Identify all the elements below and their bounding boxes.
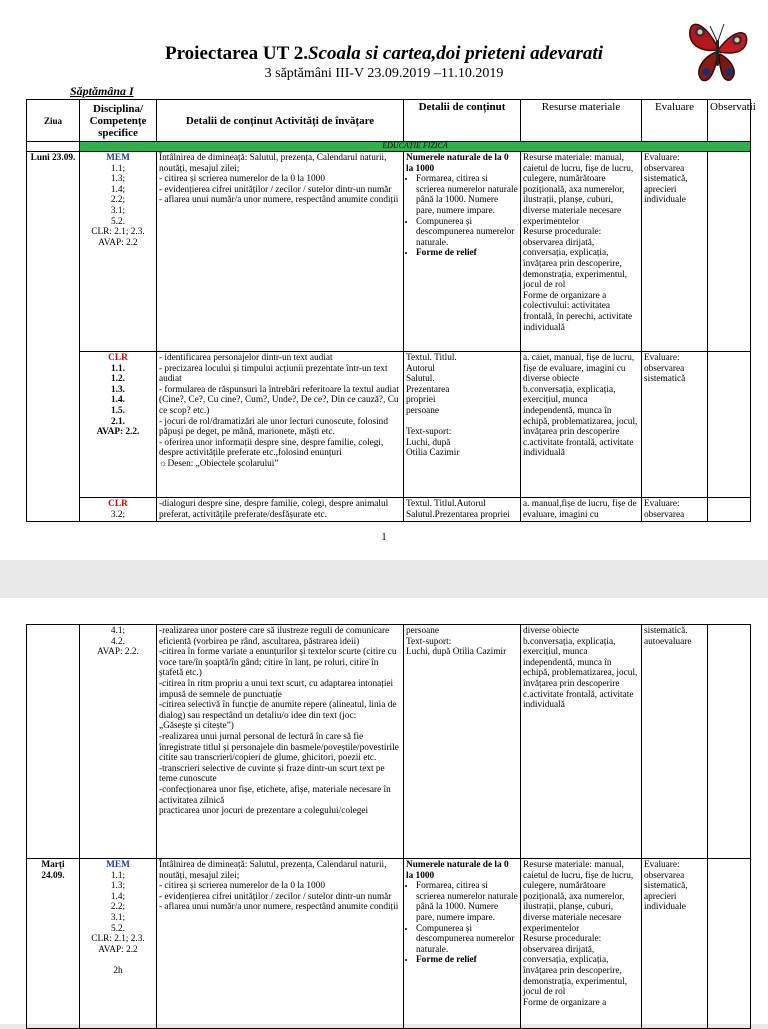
resources-cell: Resurse materiale: manual, caietul de lucru, fișe de lucru, culegere, numărătoare pozițională, axa numerelor, ilustrații, planșe, cuburi, diverse materiale necesare experimentelor Resurse procedurale: observarea dirijată, conversația, explicația, învățarea prin descoperire, demonstrația, experimentul, jocul de rol Forme de organizare a colectivului: activitatea frontală, în perechi, activitate individuală bbox=[521, 152, 642, 352]
list-item: • Formarea, citirea si scrierea numerelor naturale până la 1000. Numere pare, numere impare. bbox=[416, 881, 518, 923]
competences-text: 1.1. 1.2. 1.3. 1.4. 1.5. 2.1. AVAP: 2.2. bbox=[96, 363, 140, 438]
resources-cell: Resurse materiale: manual, caietul de lucru, fișe de lucru, culegere, numărătoare pozițională, axa numerelor, ilustrații, planșe, cuburi, diverse materiale necesare experimentelor Resurse procedurale: observarea dirijată, conversația, explicația, învățarea prin descoperire, demonstrația, experimentul, jocul de rol Forme de organizare a bbox=[521, 859, 642, 1029]
document-page-2 bbox=[0, 598, 768, 1024]
content-cell bbox=[404, 859, 521, 1029]
activities-cell: - identificarea personajelor dintr-un text audiat - precizarea locului și timpului acțiunii prezentate într-un text audiat - formularea de răspunsuri la întrebări referitoare la textul audiat (Cine?, Ce?, Cu cine?, Cum?, Unde?, De ce?, Din ce cauză?, Cu ce scop? etc.) - jocuri de rol/dramatizări ale unor lecturi cunoscute, folosind păpuși pe deget, pe mână, marionete, măști etc. - oferirea unor informații despre sine, despre familie, colegi, despre activitățile preferate etc.,folosind enunțuri ☼Desen: „Obiectele școlarului” bbox=[157, 352, 404, 498]
discipline-cell bbox=[80, 859, 157, 1029]
column-header: Resurse materiale bbox=[521, 100, 642, 142]
subject-label: MEM bbox=[106, 153, 130, 163]
notes-cell bbox=[708, 152, 751, 352]
list-item: • Compunerea și descompunerea numerelor naturale. bbox=[416, 217, 518, 249]
list-item: • Compunerea și descompunerea numerelor naturale. bbox=[416, 924, 518, 956]
content-cell: persoane Text-suport: Luchi, după Otilia Cazimir bbox=[404, 625, 521, 859]
subject-label: CLR bbox=[108, 499, 128, 509]
competences-text: 1.1; 1.3; 1.4; 2.2; 3.1; 5.2. CLR: 2.1; 2.3. AVAP: 2.2 bbox=[91, 163, 145, 248]
list-item: • Forme de relief bbox=[416, 248, 518, 259]
resources-cell: a. manual,fișe de lucru, fișe de evaluare, imagini cu bbox=[521, 498, 642, 522]
column-header: Detalii de conținut Activități de învățare bbox=[157, 100, 404, 142]
discipline-cell bbox=[80, 498, 157, 522]
week-label: Săptămâna I bbox=[70, 84, 134, 98]
notes-cell bbox=[708, 625, 751, 859]
banner-row bbox=[27, 142, 751, 152]
day-cell: Marți 24.09. bbox=[27, 859, 80, 1029]
content-cell: Textul. Titlul. Autorul Salutul. Prezentarea propriei persoane Text-suport: Luchi, după Otilia Cazimir bbox=[404, 352, 521, 498]
column-header: Ziua bbox=[27, 100, 80, 142]
lesson-plan-table bbox=[26, 99, 756, 522]
column-header: Disciplina/ Competențe specifice bbox=[80, 100, 157, 142]
evaluation-cell: sistematică. autoevaluare bbox=[642, 625, 708, 859]
table-row bbox=[27, 859, 751, 1029]
table-row bbox=[27, 625, 751, 859]
column-header: Detalii de conținut bbox=[404, 100, 521, 142]
evaluation-cell: Evaluare: observarea sistematică bbox=[642, 352, 708, 498]
discipline-cell: 4.1; 4.2. AVAP: 2.2. bbox=[80, 625, 157, 859]
table-row bbox=[27, 498, 751, 522]
banner-label: EDUCAȚIE FIZICĂ bbox=[80, 142, 751, 152]
notes-cell bbox=[708, 859, 751, 1029]
resources-cell: a. caiet, manual, fișe de lucru, fișe de evaluare, imagini cu diverse obiecte b.conversația, explicația, exercițiul, munca independentă, munca în echipă, problematizarea, jocul, învățarea prin descoperire c.activitate frontală, activitate individuală bbox=[521, 352, 642, 498]
activities-cell: Întâlnirea de dimineață: Salutul, prezența, Calendarul naturii, noutăți, mesajul zilei; - citirea și scrierea numerelor de la 0 la 1000 - evidențierea cifrei unităților / zecilor / sutelor dintr-un număr - aflarea unui număr/a unor numere, respectând anumite condiții bbox=[157, 859, 404, 1029]
content-cell bbox=[404, 152, 521, 352]
day-cell bbox=[27, 625, 80, 859]
subject-label: CLR bbox=[108, 353, 128, 363]
table-row bbox=[27, 352, 751, 498]
activities-cell: -dialoguri despre sine, despre familie, colegi, despre animalul preferat, activitățile preferate/desfășurate etc. bbox=[157, 498, 404, 522]
page-subtitle: 3 săptămâni III-V 23.09.2019 –11.10.2019 bbox=[264, 66, 504, 81]
table-header-row bbox=[27, 100, 751, 142]
list-item: • Formarea, citirea si scrierea numerelor naturale până la 1000. Numere pare, numere impare. bbox=[416, 174, 518, 216]
competences-text: 3.2; bbox=[110, 509, 126, 520]
page-number: 1 bbox=[381, 531, 387, 543]
column-header: Observatii bbox=[708, 100, 751, 142]
content-title: Numerele naturale de la 0 la 1000 bbox=[406, 860, 509, 881]
notes-cell bbox=[708, 498, 751, 522]
title-main: Proiectarea UT 2. bbox=[164, 43, 308, 64]
table-row bbox=[27, 152, 751, 352]
column-header: Evaluare bbox=[642, 100, 708, 142]
evaluation-cell: Evaluare: observarea bbox=[642, 498, 708, 522]
resources-cell: diverse obiecte b.conversația, explicația, exercițiul, munca independentă, munca în echipă, problematizarea, jocul, învățarea prin descoperire c.activitate frontală, activitate individuală bbox=[521, 625, 642, 859]
day-cell: Luni 23.09. bbox=[27, 152, 80, 522]
list-item: • Forme de relief bbox=[416, 955, 518, 966]
content-title: Numerele naturale de la 0 la 1000 bbox=[406, 153, 509, 174]
evaluation-cell: Evaluare: observarea sistematică, aprecieri individuale bbox=[642, 152, 708, 352]
activities-cell: Întâlnirea de dimineață: Salutul, prezența, Calendarul naturii, noutăți, mesajul zilei; - citirea și scrierea numerelor de la 0 la 1000 - evidențierea cifrei unităților / zecilor / sutelor dintr-un număr - aflarea unui număr/a unor numere, respectând anumite condiții bbox=[157, 152, 404, 352]
content-cell: Textul. Titlul.Autorul Salutul.Prezentarea propriei bbox=[404, 498, 521, 522]
notes-cell bbox=[708, 352, 751, 498]
discipline-cell bbox=[80, 352, 157, 498]
butterfly-image bbox=[684, 10, 750, 86]
lesson-plan-table-continued bbox=[26, 624, 751, 1029]
title-italic: Scoala si cartea,doi prieteni adevarati bbox=[307, 43, 603, 64]
page-title bbox=[0, 43, 768, 65]
subject-label: MEM bbox=[106, 860, 130, 870]
discipline-cell bbox=[80, 152, 157, 352]
evaluation-cell: Evaluare: observarea sistematică, aprecieri individuale bbox=[642, 859, 708, 1029]
competences-text: 1.1; 1.3; 1.4; 2.2; 3.1; 5.2. CLR: 2.1; 2.3. AVAP: 2.2 2h bbox=[91, 870, 145, 976]
activities-cell: -realizarea unor postere care să ilustreze reguli de comunicare eficientă (vorbirea pe rând, ascultarea, păstrarea ideii) -citirea în forme variate a enunțurilor și textelor scurte (citire cu voce tare/în șoaptă/în gând; citire în lanț, pe roluri, citire în ștafetă etc.) -citirea în ritm propriu a unui text scurt, cu adaptarea intonației impusă de semnele de punctuație -citirea selectivă în funcție de anumite repere (alineatul, linia de dialog) sau respectând un detaliu/o idee din text (joc: „Găsește și citește”) -realizarea unui jurnal personal de lectură în care să fie înregistrate titlul și personajele din basmele/poveștile/povestirile citite sau transcrieri/copieri de glume, ghicitori, poezii etc. -transcrieri selective de cuvinte și fraze dintr-un scurt text pe teme cunoscute -confecționarea unor fișe, etichete, afișe, materiale necesare în activitatea zilnică practicarea unor jocuri de prezentare a colegului/colegei bbox=[157, 625, 404, 859]
